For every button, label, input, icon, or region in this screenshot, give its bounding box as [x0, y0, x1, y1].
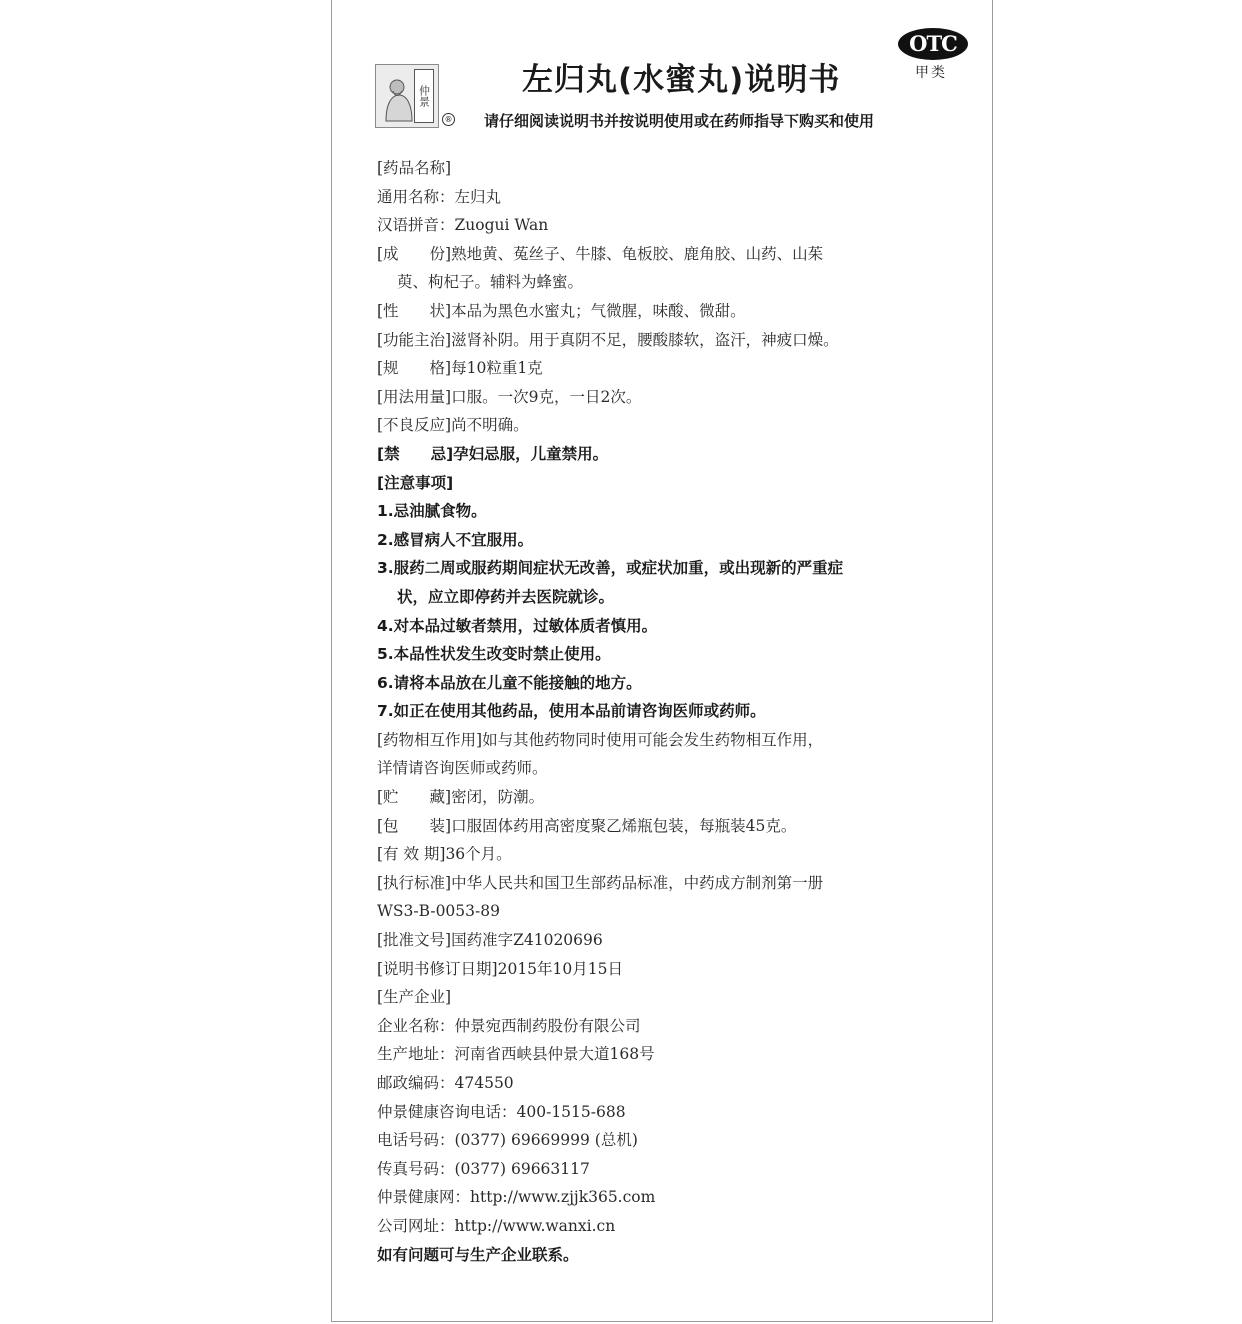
text-line: 电话号码：(0377) 69669999 (总机)	[377, 1131, 638, 1150]
text-line: 2.感冒病人不宜服用。	[377, 530, 534, 549]
otc-badge: OTC	[898, 28, 968, 60]
brand-logo	[375, 64, 439, 128]
text-line: 3.服药二周或服药期间症状无改善，或症状加重，或出现新的严重症	[377, 559, 844, 578]
logo-seal: 仲景	[414, 69, 434, 123]
text-line: 汉语拼音：Zuogui Wan	[377, 216, 549, 235]
text-line: [规 格]每10粒重1克	[377, 359, 543, 378]
text-line: [批准文号]国药准字Z41020696	[377, 931, 603, 950]
text-line: [禁 忌]孕妇忌服，儿童禁用。	[377, 444, 609, 463]
instruction-sheet	[331, 0, 993, 1322]
text-line: 详情请咨询医师或药师。	[377, 759, 548, 778]
text-line: [有 效 期]36个月。	[377, 845, 512, 864]
text-line: 企业名称：仲景宛西制药股份有限公司	[377, 1016, 641, 1035]
text-line: 萸、枸杞子。辅料为蜂蜜。	[397, 273, 584, 292]
registered-mark: ®	[442, 113, 455, 126]
text-line: 仲景健康网：http://www.zjjk365.com	[377, 1188, 656, 1207]
instruction-body	[377, 154, 967, 1269]
document-title: 左归丸(水蜜丸)说明书	[522, 62, 841, 98]
text-line: 7.如正在使用其他药品，使用本品前请咨询医师或药师。	[377, 702, 766, 721]
text-line: [用法用量]口服。一次9克，一日2次。	[377, 387, 642, 406]
text-line: [药品名称]	[377, 159, 452, 177]
text-line: [性 状]本品为黑色水蜜丸；气微腥，味酸、微甜。	[377, 301, 746, 320]
text-line: 传真号码：(0377) 69663117	[377, 1159, 590, 1178]
document-subtitle: 请仔细阅读说明书并按说明使用或在药师指导下购买和使用	[484, 112, 875, 130]
text-line: [包 装]口服固体药用高密度聚乙烯瓶包装，每瓶装45克。	[377, 816, 797, 835]
text-line: [功能主治]滋肾补阴。用于真阴不足，腰酸膝软，盗汗，神疲口燥。	[377, 330, 839, 349]
text-line: [说明书修订日期]2015年10月15日	[377, 959, 623, 978]
text-line: [贮 藏]密闭，防潮。	[377, 788, 545, 807]
text-line: 仲景健康咨询电话：400-1515-688	[377, 1102, 626, 1121]
text-line: 1.忌油腻食物。	[377, 502, 487, 521]
text-line: [药物相互作用]如与其他药物同时使用可能会发生药物相互作用，	[377, 730, 824, 749]
text-line: [注意事项]	[377, 473, 454, 492]
text-line: [不良反应]尚不明确。	[377, 416, 529, 435]
text-line: 4.对本品过敏者禁用，过敏体质者慎用。	[377, 616, 658, 635]
text-line: 公司网址：http://www.wanxi.cn	[377, 1216, 616, 1235]
text-line: 6.请将本品放在儿童不能接触的地方。	[377, 673, 642, 692]
text-line: 5.本品性状发生改变时禁止使用。	[377, 645, 611, 664]
text-line: [执行标准]中华人民共和国卫生部药品标准，中药成方制剂第一册	[377, 873, 824, 892]
text-line: 如有问题可与生产企业联系。	[377, 1245, 579, 1264]
text-line: 通用名称：左归丸	[377, 187, 502, 206]
text-line: [生产企业]	[377, 988, 452, 1007]
text-line: WS3-B-0053-89	[377, 902, 500, 921]
text-line: [成 份]熟地黄、菟丝子、牛膝、龟板胶、鹿角胶、山药、山茱	[377, 244, 824, 263]
otc-class-label: 甲类	[915, 65, 947, 81]
text-line: 状，应立即停药并去医院就诊。	[397, 587, 615, 606]
text-line: 生产地址：河南省西峡县仲景大道168号	[377, 1045, 655, 1064]
text-line: 邮政编码：474550	[377, 1074, 514, 1092]
sage-figure-icon	[382, 77, 416, 123]
